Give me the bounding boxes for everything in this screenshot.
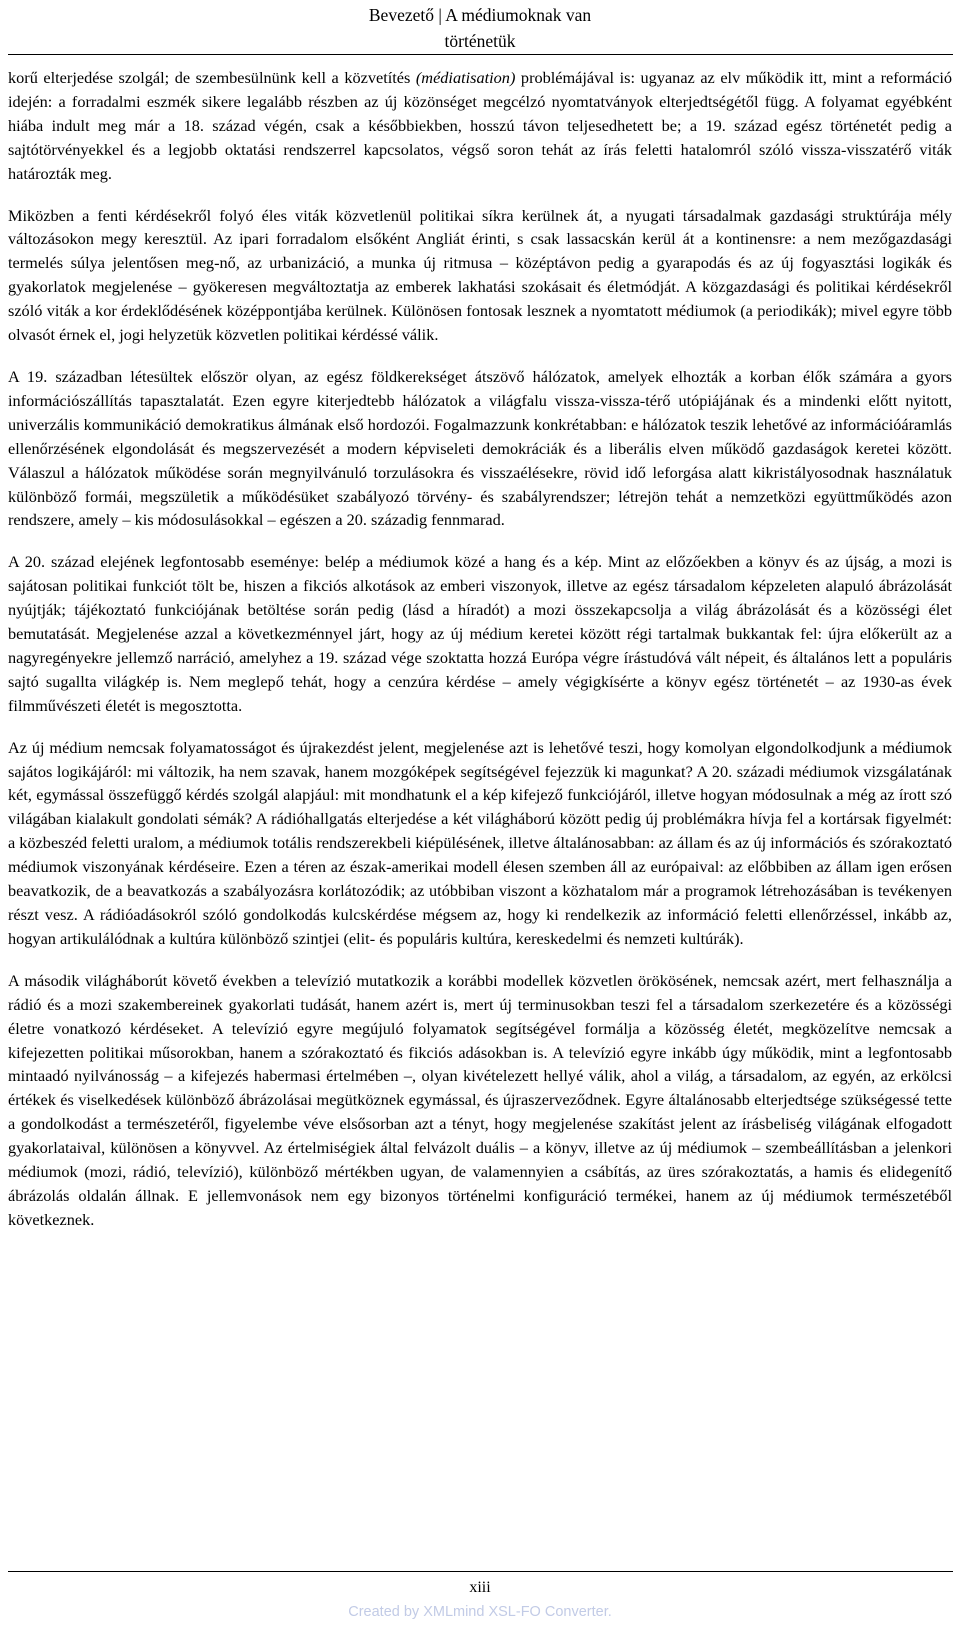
- body-text: [8, 66, 952, 1250]
- paragraph-text: problémájával is: ugyanaz az elv működik itt, mint a reformáció idején: a forradalmi eszmék sikere legalább részben az új közönséget megcélzó nyomtatványok elterjedtségétől függ. A folyamat egyébként hiába indult meg már a 18. század végén, csak a későbbiekben, hosszú távon teljesedhetett be; a 19. század egész történetét pedig a sajtótörvényekkel és a legjobb oktatási rendszerrel kapcsolatos, végső soron tehát az írás feletti hatalomról szóló vissza-visszatérő viták határozták meg.: [8, 68, 952, 183]
- paragraph: [8, 969, 952, 1232]
- paragraph: [8, 204, 952, 347]
- header-chapter: Bevezető: [368, 5, 434, 25]
- paragraph-text: Miközben a fenti kérdésekről folyó éles viták közvetlenül politikai síkra kerülnek át, a nyugati társadalmak gazdasági struktúrája mély változásokon megy keresztül. Az ipari forradalom elsőként Angliát érinti, s csak lassacskán kerül át a kontinensre: a nem mezőgazdasági termelés súlya jelentősen meg-nő, az urbanizáció, a munka új ritmusa – középtávon pedig a gyarapodás és az új fogyasztási logikák és gyakorlatok megjelenése – gyökeresen megváltoztatja az emberek lakhatási szokásait és életmódját. A közgazdasági és politikai kérdésekről szóló viták a kor érdeklődésének középpontjába kerülnek. Különösen fontosak lesznek a nyomtatott médiumok (a periodikák); mivel egyre több olvasót érnek el, jogi helyzetük közvetlen politikai kérdéssé válik.: [8, 205, 952, 345]
- paragraph-text: korű elterjedése szolgál; de szembesülnünk kell a közvetítés: [8, 68, 416, 87]
- paragraph: [8, 736, 952, 951]
- paragraph: [8, 365, 952, 532]
- page-number: xiii: [469, 1579, 491, 1596]
- header-section-title-continued: történetük: [444, 31, 516, 51]
- paragraph-text: Az új médium nemcsak folyamatosságot és újrakezdést jelent, megjelenése azt is lehetővé teszi, hogy komolyan elgondolkodjunk a médiumok sajátos logikájáról: mi változik, ha nem szavak, hanem mozgóképek segítségével fejezzük ki magunkat? A 20. századi médiumok vizsgálatának két, egymással összefüggő kérdés szolgál alapjául: mit mondhatunk el a kép kifejező funkciójáról, illetve hogyan módosulnak a még az írott szó világában kialakult gondolati sémák? A rádióhallgatás elterjedése a két világháború között pedig új problémákra hívja fel a kortársak figyelmét: a közbeszéd feletti uralom, a médiumok totális rendszerekbeli kiépülésének, illetve általánosabban: az állam és az új információs és szórakoztató médiumok viszonyának kérdéseire. Ezen a téren az észak-amerikai modell élesen szemben áll az európaival: az előbbiben az állam igen erősen beavatkozik, de a beavatkozás a szabályozásra korlátozódik; az utóbbiban viszont a közhatalom már a programok létrehozásában is tevékenyen részt vesz. A rádióadásokról szóló gondolkodás kulcskérdése mégsem az, hogy ki rendelkezik az információ feletti ellenőrzéssel, inkább az, hogyan artikulálódnak a kultúra különböző szintjei (elit- és populáris kultúra, kereskedelmi és nemzeti kultúrák).: [8, 737, 952, 948]
- paragraph: [8, 550, 952, 717]
- header-separator: |: [438, 5, 442, 25]
- paragraph: [8, 66, 952, 186]
- italic-term: (médiatisation): [415, 68, 516, 87]
- paragraph-text: A 19. században létesültek először olyan, az egész földkerekséget átszövő hálózatok, amelyek elhozták a korban élők számára a gyors információszállítás tapasztalatát. Ezen egyre kiterjedtebb hálózatok a világfalu vissza-vissza-térő utópiájának és a mindenki előtt nyitott, univerzális kommunikáció demokratikus álmának első hordozói. Fogalmazzunk konkrétabban: e hálózatok teszik lehetővé az információáramlás ellenőrzésének elgondolását és megszervezését a modern képviseleti demokráciák és a liberális elven működő gazdaságok keretei között. Válaszul a hálózatok működése során megnyilvánuló torzulásokra és visszaélésekre, rövid idő leforgása alatt kikristályosodnak használatuk különböző formái, megszületik a működésüket szabályozó törvény- és szabályrendszer; létrejön tehát a nemzetközi együttműködés azon rendszere, amely – kis módosulásokkal – egészen a 20. századig fennmarad.: [8, 366, 952, 530]
- running-header: [0, 0, 960, 54]
- footer-divider: [8, 1571, 953, 1572]
- running-header-line1: [0, 2, 960, 28]
- paragraph-text: A 20. század elejének legfontosabb eseménye: belép a médiumok közé a hang és a kép. Mint az előzőekben a könyv és az újság, a mozi is sajátosan politikai funkciót tölt be, hiszen a fikciós alkotások az emberi viszonyok, illetve az egész társadalom képzeleten alapuló ábrázolását nyújtják; tájékoztató funkciójának betöltése során pedig (lásd a híradót) a mozi összekapcsolja a világ ábrázolását és a közösségi élet bemutatását. Megjelenése azzal a következménnyel járt, hogy az új médium keretei között régi tartalmak bukkantak fel: újra előkerült az a nagyregényekre jellemző narráció, amelyhez a 19. század vége szoktatta hozzá Európa végre írástudóvá vált népeit, és általános lett a populáris sajtó sugallta világkép is. Nem meglepő tehát, hogy a cenzúra kérdése – amely végigkísérte a könyv egész történetét – az 1930-as évek filmművészeti életét is megosztotta.: [8, 552, 952, 715]
- header-divider: [8, 54, 953, 55]
- paragraph-text: A második világháborút követő években a televízió mutatkozik a korábbi modellek közvetlen örökösének, nemcsak azért, mert felhasználja a rádió és a mozi szakembereinek gyakorlati tudását, hanem azért is, mert új terminusokban teszi fel a társadalom szerkezetére és a közösségi életre vonatkozó kérdéseket. A televízió egyre megújuló folyamatok segítségével formálja a közösség életét, megközelítve nemcsak a kifejezetten politikai műsorokban, hanem a szórakoztató és fikciós adásokban is. A televízió egyre inkább úgy működik, mint a legfontosabb mintaadó nyilvánosság – a kifejezés habermasi értelmében –, olyan kivételezett hellyé válik, ahol a világ, a társadalom, az egyén, az erkölcsi értékek és viselkedések különböző ábrázolásai megütköznek egymással, és újraszerveződnek. Egyre általánosabb elterjedtsége szükségessé tette a gondolkodást a természetéről, figyelembe véve elsősorban azt a tényt, hogy megjelenése szakítást jelent az írásbeliség világának elfogadott gyakorlataival, különösen a könyvvel. Az értelmiségiek által felvázolt duális – a könyv, illetve az új médiumok – szembeállításban a jelenkori médiumok (mozi, rádió, televízió), különböző mértékben ugyan, de valamennyien a csábítás, az üres szórakoztatás, a hamis és elidegenítő ábrázolás oldalán állnak. E jellemvonások nem egy bizonyos történelmi konfiguráció termékei, hanem az új médiumok természetéből következnek.: [8, 970, 952, 1229]
- converter-watermark: Created by XMLmind XSL-FO Converter.: [348, 1604, 612, 1620]
- header-section-title: A médiumoknak van: [445, 5, 592, 25]
